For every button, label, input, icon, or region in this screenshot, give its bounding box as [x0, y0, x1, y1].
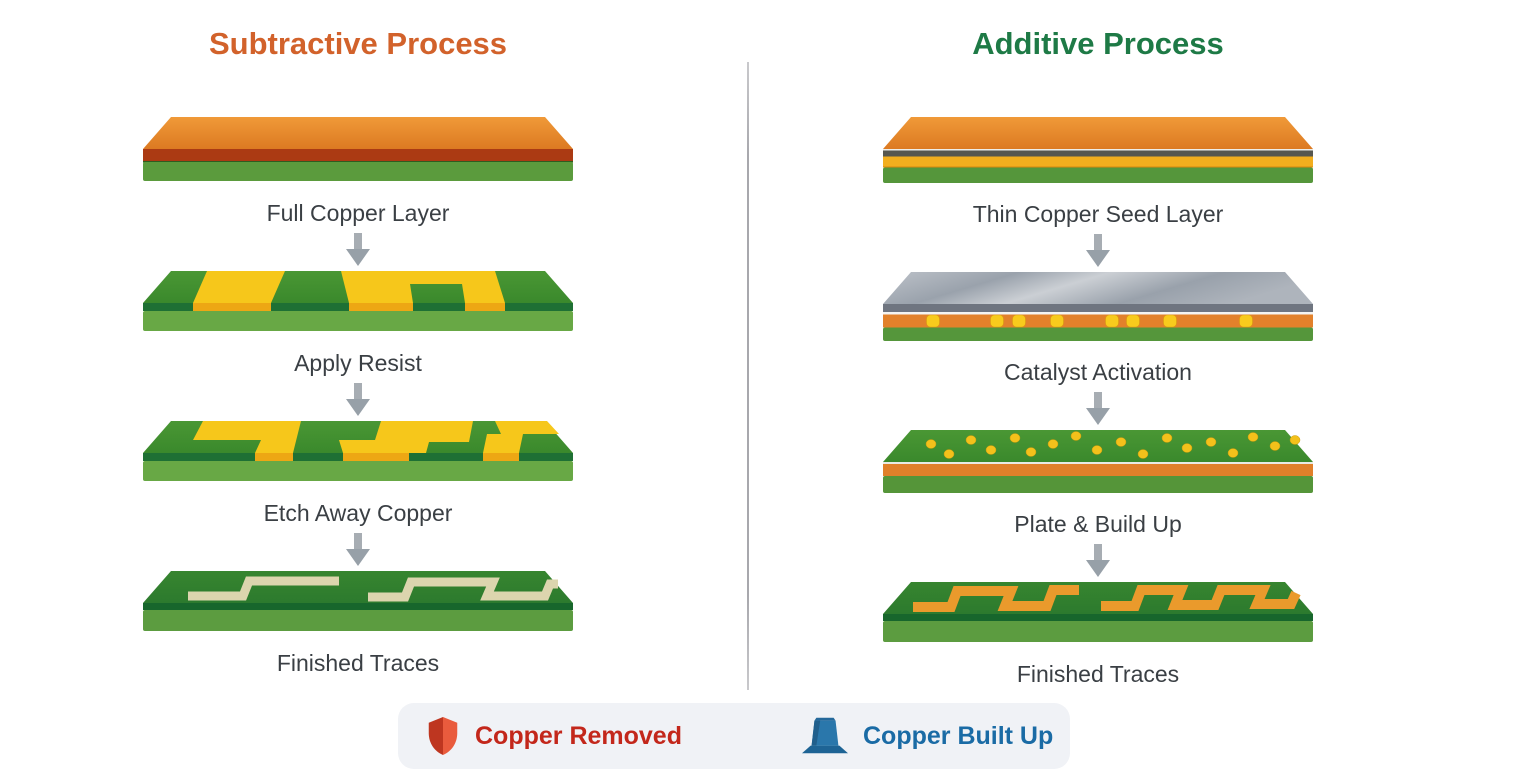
copper-clad-slab — [143, 117, 573, 181]
subtractive-column — [143, 0, 573, 678]
board-apply-resist — [143, 270, 573, 332]
step-label: Etch Away Copper — [263, 500, 453, 526]
down-arrow-icon — [343, 383, 373, 417]
board-etch-away-copper — [143, 420, 573, 482]
legend — [398, 703, 1070, 769]
step-label: Plate & Build Up — [1014, 511, 1182, 537]
legend-label: Copper Removed — [475, 721, 682, 750]
down-arrow-icon — [1083, 234, 1113, 268]
board-thin-copper-seed — [883, 116, 1313, 183]
step-label: Catalyst Activation — [1004, 359, 1192, 385]
down-arrow-icon — [343, 533, 373, 567]
board-finished-traces-additive — [883, 581, 1313, 643]
legend-item-copper-built-up — [800, 703, 1053, 769]
board-plate-build-up — [883, 429, 1313, 493]
shield-icon — [424, 715, 462, 757]
board-catalyst-activation — [883, 271, 1313, 341]
down-arrow-icon — [1083, 544, 1113, 578]
additive-column — [883, 0, 1313, 689]
step-label: Apply Resist — [294, 350, 422, 376]
column-divider — [747, 62, 749, 690]
board-finished-traces-subtractive — [143, 570, 573, 632]
board-full-copper-layer — [143, 116, 573, 182]
step-label: Thin Copper Seed Layer — [972, 201, 1224, 227]
additive-title: Additive Process — [972, 26, 1224, 61]
down-arrow-icon — [343, 233, 373, 267]
legend-label: Copper Built Up — [863, 721, 1054, 750]
step-label: Full Copper Layer — [266, 200, 450, 226]
legend-item-copper-removed — [424, 703, 682, 769]
subtractive-title: Subtractive Process — [208, 26, 508, 61]
step-label: Finished Traces — [276, 650, 440, 676]
block-icon — [800, 713, 850, 759]
down-arrow-icon — [1083, 392, 1113, 426]
step-label: Finished Traces — [1016, 661, 1180, 687]
